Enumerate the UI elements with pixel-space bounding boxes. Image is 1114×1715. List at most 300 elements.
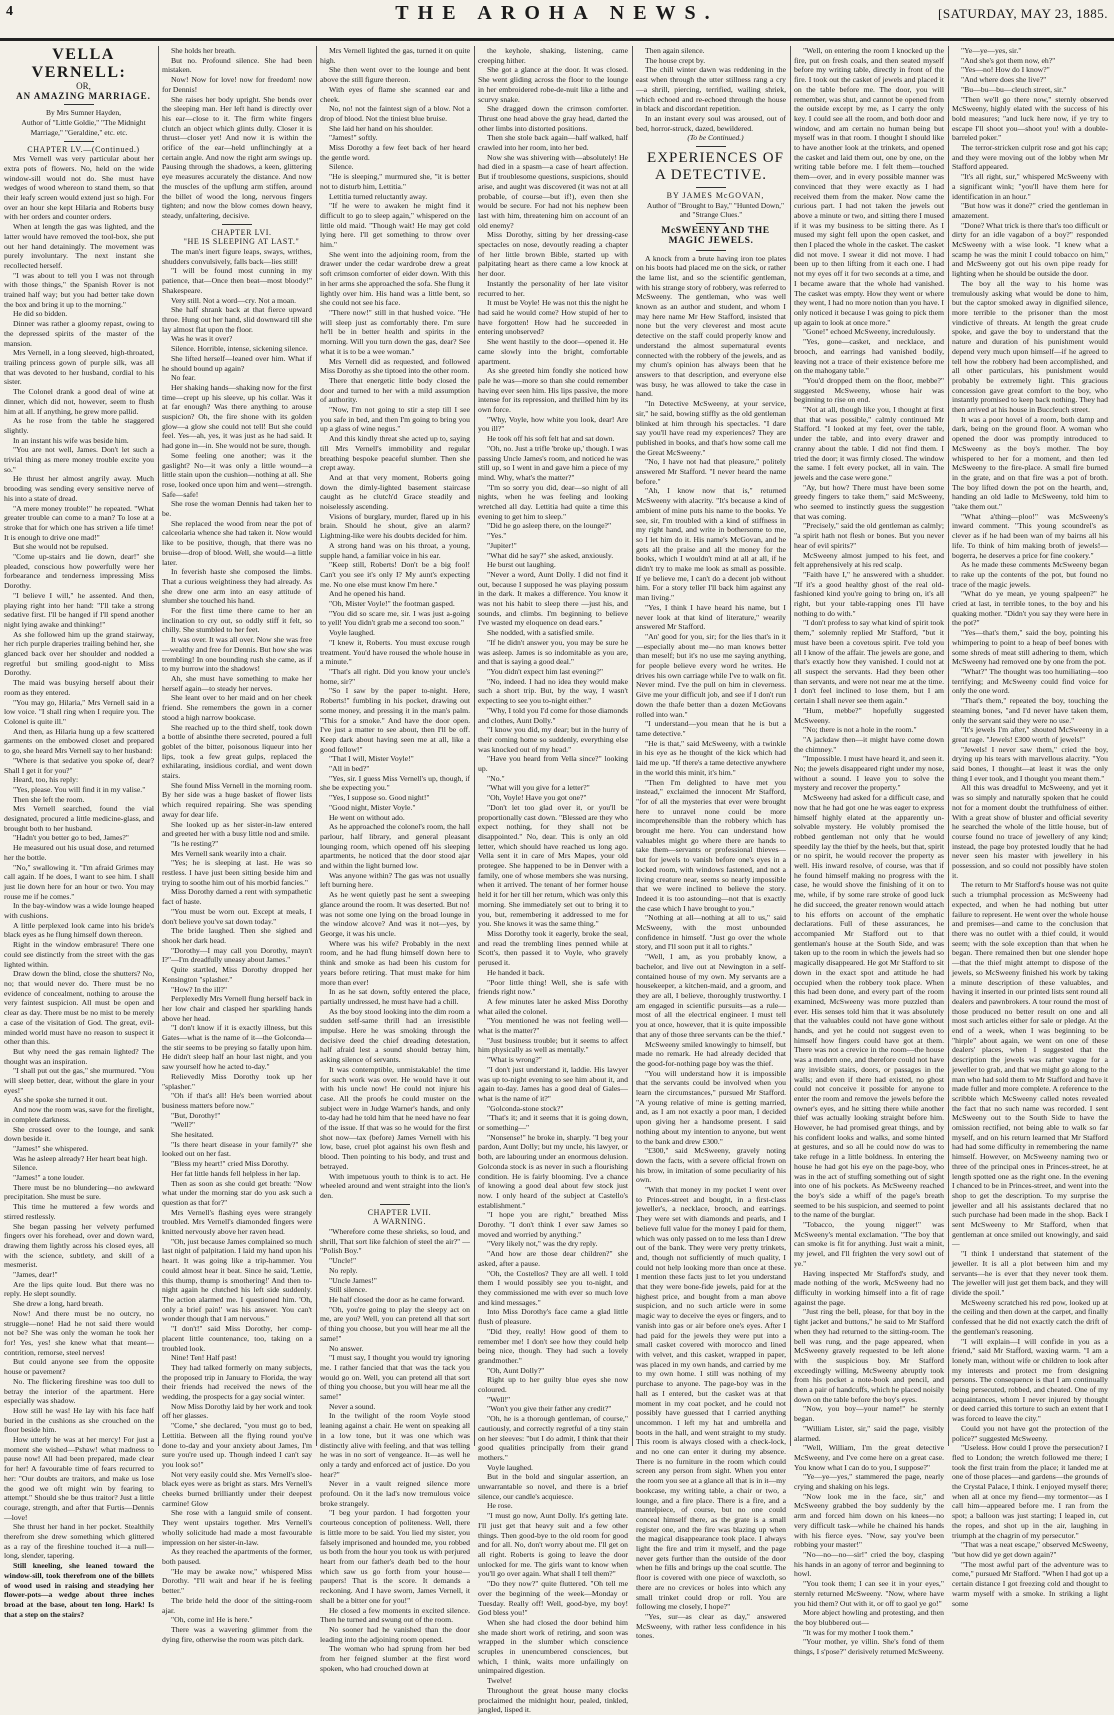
paragraph: McSweeny almost jumped to his feet, and felt apprehensively at his red scalp. [794, 550, 944, 570]
paragraph: "Well!" [487, 1394, 511, 1404]
paragraph: "You may go, Hilaria," Mrs Vernell said in a low voice. "I shall ring when I require you. The Colonel is quite ill." [4, 697, 154, 726]
paragraph: "William Lister, sir," said the page, visibly alarmed. [794, 1423, 944, 1443]
paragraph: "Now look me in the face, sir," and McSweeny grabbed the boy suddenly by the arm and forced him down on his knees—no very difficult task—while he chained his hands with his fierce eyes. "Now, say you've been robbing your master!" [794, 1491, 944, 1550]
story-author-credits: Author of "Brought to Bay," "Hunted Down," and "Strange Clues." [646, 200, 785, 220]
paragraph: The terror-stricken culprit rose and got his cap; and they were moving out of the lobby when Mr Stafford appeared. [952, 143, 1108, 172]
paragraph: Heard, too, his reply: [13, 775, 79, 785]
paragraph: He rose. [487, 1501, 513, 1511]
paragraph: No reply. [329, 1265, 358, 1275]
paragraph: In an instant his wife was beside him. [13, 435, 129, 445]
paragraph: "I don't just understand it, laddie. His lawyer was up to-night evening to see him about it, and again to-day. James has a good deal of Gales—what is the name of it?" [478, 1064, 628, 1103]
paragraph: Draw down the blind, close the shutters? No, no; that would never do. There must be no evidence of concealment, nothing to arouse the very faintest suspicion. All must be open and clear as day. There must be no mist to be merely a case of the visitation of God. The great, evil-minded world must have no reason to suspect it other than this. [4, 969, 154, 1047]
paragraph: Where was his wife? Probably in the next room, and he had flung himself down here to think and smoke as had been his custom for years before retiring. That must make for him more than ever! [320, 938, 470, 987]
paragraph: "He is sleeping," murmured she, "it is better not to disturb him, Lettitia." [320, 172, 470, 191]
paragraph: "The most awful part of the adventure was to come," pursued Mr Stafford. "When I had got up a certain distance I got freezing cold and thought to warm myself with a smoke. In striking a light some [952, 1559, 1108, 1608]
paragraph: "Won't you give their father any credit?" [487, 1404, 612, 1414]
paragraph: Mrs Vernell, in a long sleeved, high-throated, trailing princess gown of purple silk, was all that was devoted to her husband, cordial to his sister. [4, 348, 154, 387]
paragraph: "I must go now, Aunt Dolly. It's getting late. I'll just get that heavy suit and a few other things. Then good-bye to the old room for good and for all. No, don't worry about me. I'll get on all right. Roberts is going to leave the door unlocked for me. The girls want to know when you'll go over again. What shall I tell them?" [478, 1511, 628, 1579]
paragraph: "Yes, I suppose so. Good night!" [329, 793, 430, 803]
paragraph: "Ye—ye—yes," stammered the page, nearly crying and shaking on his legs. [794, 1472, 944, 1492]
story-author-credits: Author of "Little Goldie," "The Midnight Marriage," "Geraldine," etc. etc. [21, 118, 146, 137]
paragraph: When she had closed the door behind him she made short work of retiring, and soon was wrapped in the slumber which conscience scruples in unencumbered consciences, but which, I think, waits more unfailingly on unimpaired digestion. [478, 1617, 628, 1676]
paragraph: "Useless. How could I prove the persecution? I fled to London; the wretch followed me there; I took the first train from the place; it landed me at one of those places—and gardens—the grounds of the Crystal Palace, I think. I enjoyed myself there; when all at once my fiend—my tormentor—as I call him—appeared before me. I ran from the spot; a balloon was just starting; I leaped in, cut the ropes, and shot up in the air, laughing in triumph at the chagrin of my persecutor." [952, 1443, 1108, 1540]
paragraph: Never a sound. [329, 1401, 376, 1411]
paragraph: "I beg your pardon. I had forgotten your courteous conception of politeness. Well, there is little more to be said. You lied my sister, you falsely imprisoned and hounded me, you robbed us both from the hour you took us with perjured heart from our father's death bed to the hour which saw us go forth from your house—paupers! That is the score. It demands a reckoning. And I have sworn, James Vernell, it shall be a bitter one for you!" [320, 1508, 470, 1605]
paragraph: "Oh, just because James complained so much last night of palpitation. I laid my hand upon his heart. It was going like a trip-hammer. You could almost hear it beat. Since he said, 'Lettie, this thump, thump is smothering!' And then to-night again he clutched his left side suddenly. The action alarmed me. I questioned him. 'Oh, only a brief pain!' was his answer. You can't wonder though that I am nervous." [162, 1236, 312, 1324]
paragraph: "Bu—bu—bu—cleuch street, sir." [961, 84, 1067, 94]
paragraph: "You'd dropped them on the floor, mebbe?" suggested McSweeny, whose hair was beginning to rise on end. [794, 375, 944, 405]
paragraph: Dinner was rather a gloomy repast, owing to the depressed spirits of the master of the mansion. [4, 319, 154, 348]
column-4 [478, 46, 628, 1715]
paragraph: In the twilight of the room Voyle stood leaning against a chair. He went on speaking all in a low tone, but it was one which was distinctly alive with feeling, and that was telling he was in no sort of vengeance. It—as well he only a tardy and enforced act of justice. Do you hear?" [320, 1411, 470, 1479]
paragraph: "In Detective McSweeny, at your service, sir," he said, bowing stiffly as the old gentleman blinked at him through his spectacles. "I dare say you'll have read my experiences? They are published in books, and that's how some call me the Great McSweeny." [636, 399, 786, 457]
short-rule [222, 224, 252, 225]
paragraph: No fear. [171, 373, 196, 383]
paragraph: "Jewels! I never saw them," cried the boy, drying up his tears with marvellous alacrity. "You said bones, I thought—at least it was the only thing I ever took, and I thought you meant them." [952, 744, 1108, 783]
paragraph: McSweeny scratched his red pow, looked up at the ceiling and then down at the carpet, and finally confessed that he did not exactly catch the drift of the gentleman's reasoning. [952, 1297, 1108, 1336]
paragraph: She dragged down the crimson comforter. Thrust one head above the gray head, darted the other limbs into distorted positions. [478, 104, 628, 133]
paragraph: "Oh, Mister Voyle!" the footman gasped. [329, 599, 455, 609]
paragraph: She lifted herself—leaned over him. What if he should bound up again? [162, 353, 312, 373]
paragraph: "Yes; he is sleeping at last. He was so restless. I have just been sitting beside him and trying to soothe him out of his morbid fancies." [162, 858, 312, 887]
paragraph: Lettitia turned reluctantly away. [329, 191, 428, 201]
paragraph: "£300," said McSweeny, gravely noting down the facts, with a severe official frown on his brow, in imitation of some peculiarity of his own. [636, 1146, 786, 1185]
paragraph: Still kneeling, she leaned toward the window-sill, took therefrom one of the billets of wood used in raising and steadying her flower-pots—a wedge about three inches broad at the base, about ten long. Hark! Is that a step on the stairs? [4, 1561, 154, 1619]
paragraph: "Then I'm delighted to have met you instead," exclaimed the innocent Mr Stafford, "for of all the mysteries that ever were brought here to unravel none could be more incomprehensible than the robbery which has brought me here. You can understand how valuables might go where there are hands to take them—servants or professional thieves—but for jewels to vanish before one's eyes in a locked room, with windows fastened, and not a living creature near, seems so nearly impossible that we were inclined to believe the story. Indeed it is too astounding—not that is exactly the case which I have brought to you." [636, 777, 786, 913]
paragraph: It was a poor hovel of a room, both damp and dark, being on the ground floor. A woman who opened the door was promptly introduced to McSweeny as the boy's mother. The boy whispered to her for a moment, and then led McSweeny to the fire-place. A small fire burned in the grate, and on that fire was a pot of broth. The boy lifted down the pot on the hearth, and, handing an old ladle to McSweeny, told him to "take them out." [952, 414, 1108, 512]
paragraph: She went into the adjoining room, from the drawer under the cedar wardrobe drew a great soft crimson comforter of eider down. With this in her arms she approached the sofa. She flung it lightly over him. His hand was a little bent, so she could not see his face. [320, 249, 470, 308]
column-2 [162, 46, 312, 1644]
paragraph: "What did he say?" she asked, anxiously. [487, 550, 614, 560]
paragraph: "It's jewels I'm after," shouted McSweeny in a great rage. "Jewels! £300 worth of jewels!" [952, 725, 1108, 744]
paragraph: She looked up as her sister-in-law entered and greeted her with a busy little nod and smile. [162, 819, 312, 839]
paragraph: He half closed the door as he came forward. [329, 1295, 465, 1304]
paragraph: "I believe I will," he assented. And then, playing right into her hand: "I'll take a strong sedative first. I'll be hanged if I'll spend another night lying awake and thinking!" [4, 590, 154, 629]
paragraph: "I don't know if it is exactly illness, but this Gates—what is the name of it—the Golconda—the stir seems to be preying so fatally upon him. He didn't sleep half an hour last night, and you saw yourself how he acted to-day." [162, 1023, 312, 1072]
paragraph: In feverish haste she composed the limbs. That a curious weightiness they had already. As she drew one arm into an easy attitude of slumber she touched his hand. [162, 567, 312, 606]
paragraph: How still he was! He lay with his face half buried in the cushions as she crouched on the floor beside him. [4, 1405, 154, 1435]
paragraph: "You didn't expect him last evening?" [487, 667, 603, 676]
paragraph: "Uncle James!" [329, 1275, 377, 1285]
paragraph: Then again silence. [645, 46, 705, 55]
paragraph: And at that very moment, Roberts going down the dimly-lighted basement staircase caught as he clutch'd Grace steadily and noiselessly ascending. [320, 472, 470, 512]
paragraph: She thrust her hand in her pocket. Stealthily therefrom she drew something which glittered as a ray of the fireshine touched it—a null—long, slender, tapering. [4, 1522, 154, 1561]
paragraph: "Well, I am, as you probably know, a bachelor, and live out at Newington in a self-contained house of my own. My servants are a housekeeper, a kitchen-maid, and a groom, and they are all, I believe, thoroughly trustworthy. I am engaged in scientific pursuits—as a rule—most of all the electrical engineer. I must tell you at once, however, that it is quite impossible that any of those three servants can be the thief." [636, 952, 786, 1039]
paragraph: For the first time there came to her an inclination to cry out, so oddly stiff it felt, so chilly. She stumbled to her feet. [162, 606, 312, 635]
column-6 [794, 46, 944, 1657]
paragraph: The bride laughed. Then she sighed and shook her dark head. [162, 926, 312, 945]
short-rule [64, 104, 94, 105]
paragraph: But could anyone see from the opposite house or pavement? [4, 1357, 154, 1377]
story-subtitle: McSWEENY AND THE MAGIC JEWELS. [661, 226, 770, 246]
paragraph: Now Miss Dorothy laid by her work and took off her glasses. [162, 1401, 312, 1421]
paragraph: It was over. It was all over. Now she was free—wealthy and free for Dennis. But how she was trembling! In one bounding rush she came, as if to my burrow into the shadows! [162, 635, 312, 674]
paragraph: "Yes." [487, 531, 507, 541]
paragraph: She nodded, with a satisfied smile. [487, 628, 594, 638]
paragraph: As she greeted him fondly she noticed how pale he was—more so than she could remember having ever seen him. His lips passive, the more intense for its repression, and thrilled him by its own force. [478, 366, 628, 415]
paragraph: She half shrank back at that fierce upward throe. Hung out her hand, slid downward till she lay almost flat upon the floor. [162, 305, 312, 334]
paragraph: No answer. [329, 1343, 364, 1353]
paragraph: "Precisely," said the old gentleman as calmly; "a spirit hath not flesh or bones. But you never hear of evil spirits?" [794, 521, 944, 550]
paragraph: Mrs Vernell did as requested, and followed Miss Dorothy as she tiptoed into the other room. [320, 356, 470, 376]
paragraph: "Well, William, I'm the great detective McSweeny, and I've come here on a great case. You know what I can do to you, I suppose?" [794, 1443, 944, 1472]
short-rule [696, 223, 726, 224]
paragraph: "Done? What trick is there that's too difficult or dirty for an idle vagabon of a boy?" responded McSweeny with a wise look. "I knew what a scamp he was the minit I could tobacco on him," and McSweeny got out his own pipe ready for lighting when he should be outside the door. [952, 220, 1108, 279]
paragraph: "Tobacco, the young nigger!" was McSweeny's mental exclamation. "The boy that can smoke is fit for anything. Just wait a minit, my jewel, and I'll frighten the very sowl out of ye." [794, 1220, 944, 1268]
paragraph: Miss Dorothy a few feet back of her heard the gentle word. [320, 143, 470, 162]
paragraph: "Well, on entering the room I knocked up the fire, put on fresh coals, and then seated myself before my writing table, directly in front of the fire. I took out the casket of jewels and placed it on the table before me. The door, you will remember, was shut, and cannot be opened from the outside except by me, as I carry the only key. I could see all the room, and both door and window, and am certain no human being but myself was in that room. I thought I should like to have another look at the trinkets, and opened the casket and laid them out, one by one, on the writing table before me. I felt them—touched them—over, and in every possible manner was convinced that they were exactly as I had received them from the maker. Now came the curious part. I had not taken the jewels out above a minute or two, and sitting there I mused if it was my business to be sitting there. As I mused my sight fell upon the open casket, and then I placed the whole in the casket. The casket did not move. I swear it did not move. I had been up to then lifting from it each one. I had not my eyes off it for two seconds at a time, and I became aware that the whole had vanished. The casket was empty. How they went or where they went, I had no more notion than you have. I only noticed it because I was going to pick them up again to look at once more." [794, 46, 944, 327]
paragraph: A strong hand was on his throat, a young, supple hand, a familiar voice in his ear. [320, 540, 470, 560]
paragraph: There must be no blundering—no awkward precipitation. She must be sure. [4, 1182, 154, 1202]
paragraph: No. The flickering fireshine was too dull to betray the interior of the apartment. Here especially was shadow. [4, 1376, 154, 1406]
paragraph: "With that money in my pocket I went over to Princes-street and bought, in a first-class jeweller's, a necklace, brooch, and earrings. They were set with diamonds and pearls, and I believe full value for the money I paid for them, which was only passed on to me less than I drew out of the bank. They were very pretty trinkets, and, though not sufficiently of much quality, I could not help looking more than once at these. I mention these facts just to let you understand that they were bone-fide jewels, paid for at the highest price, and bought from a man above suspicion, and no such article were in some magic way to deceive the eyes or fingers, and to vanish into gas or air before one's eyes. After I had paid for the jewels they were put into a small casket covered with morocco and lined with velvet, and this casket, wrapped in paper, was placed in my own hands, and carried by me to my own home. I still was nothing of my purchase to anyone. The page-boy was in the hall as I entered, but the casket was at that moment in my coat pocket, and he could not possibly have guessed that I carried anything uncommon. I left my hat and umbrella and boots in the hall, and went straight to my study. This room is always closed with a check-lock, and no one can enter it during my absence. There is no furniture in the room which could screen any person from sight. When you enter the room you see at a glance all that is in it—my bookcase, my writing table, a chair or two, a lounge, and a fire place. There is a fire, and a mantelpiece, of course, but no one could conceal himself there, as the grate is a small register one, and the fire was blazing up when the magical disappearance took place. I always light the fire and trim it myself, and the page never gets further than the outside of the door when he fills and brings up the coal scuttle. The floor is covered with one piece of waxcloth, so there are no crevices or holes into which any small trinket could drop or roll. You are following me closely, I hope?" [636, 1185, 786, 1612]
short-rule [696, 250, 726, 251]
paragraph: "Very likely not," was the dry reply. [487, 1239, 598, 1249]
paragraph: She rose with a languid smile of consent. They went upstairs together. Mrs Vernell's wholly solicitude had made a most favourable impression on her sister-in-law. [162, 1508, 312, 1547]
paragraph: Mrs Vernell was very particular about her extra pots of flowers. No, held on the wide window-sill would not do. She must have wedges of wood whereon to stand them, so that their leafy screen would extend just so high. For over an hour she kept Hilaria and Roberts busy with her orders and counter orders. [4, 154, 154, 222]
paragraph: "Dorothy—I may call you Dorothy, mayn't I?"—I'm dreadfully uneasy about James." [162, 945, 312, 965]
paragraph: There that energetic little body closed the door and turned to her with a mild assumption of authority. [320, 375, 470, 405]
paragraph: "Don't let too glad over it, or you'll be proportionally cast down. "Blessed are they who expect nothing, for they shall not be disappointed." No, dear. This is only an old letter, which should have reached us long ago. Vella sent it in care of Mrs Mapes, your old protegee. She happened to be in Denver with a family, one of whose members she was nursing, when it arrived. The tenant of her former house held it for her till her return, which was only this morning. She immediately set out to bring it to you, but, remembering it addressed to me for you. She knows it was the same thing." [478, 802, 628, 929]
paragraph: "Oh, Aunt Dolly?" [487, 1365, 545, 1375]
paragraph: Was he asleep already? Her heart beat high. [13, 1153, 148, 1163]
paragraph: The woman who had sprung from her bed from her feigned slumber at the first word spoken, who had crouched down at [320, 1644, 470, 1673]
paragraph: A few minutes later he asked Miss Dorothy what ailed the colonel. [478, 996, 628, 1016]
paragraph: She leant over to her maid and on her cheek friend. She remembers the gown in a corner stood a high narrow bookcase. [162, 693, 312, 722]
paragraph: "Well?" [171, 1120, 196, 1130]
paragraph: "I hope you are right," breathed Miss Dorothy. "I don't think I ever saw James so moved and worried by anything." [478, 1210, 628, 1239]
paragraph: Then as soon as she could get breath: "Now what under the morning star do you ask such a question as that for?" [162, 1178, 312, 1207]
paragraph: "An' good for you, sir; for the lies that's in it—especially about me—no man knows better than meself; but it's no use me saying anything, for people believe every word he writes. He drives his own carriage while I've to walk on fit. Never mind. I've the pull on him in cleverness. Give me your difficult job, and see if I don't run down the thafe better than a dozen McGovans rolled into wan." [636, 631, 786, 719]
paragraph: "I don't profess to say what kind of spirit took them," solemnly replied Mr Stafford, "but it must have been a covetous spirit. I've told you all I know of the affair. The jewels are gone, and that's exactly how they vanished. I could not at all suspect the servants. Had they been other than servants, and were not near me at the time. I don't feel inclined to lose them, but I am certain I shall never see them again." [794, 618, 944, 706]
paragraph: "What a'thing—ploo!" was McSweeny's inward comment. "This young scoundrel's as clever as if he had been wan of my bairns all his life. To think of him making broth of jewels!—bogerra, he deserves a price for fine cookery." [952, 511, 1108, 560]
paragraph: "What do ye mean, ye young spalpeen?" he cried at last, in terrible tones, to the boy and his quaking mother. "Didn't you say they were here in the pot?" [952, 589, 1108, 628]
paragraph: Now she was shivering with—absolutely! He had died in a spasm—a case of heart affection. But if troublesome questions, suspicions, should arise, and aught was discovered (it was not at all probable, of course—but if!), even then she would be secure. For had not his nephew been last with him, threatening him on account of an old enemy? [478, 152, 628, 230]
paragraph: "And where does she live?" [961, 75, 1047, 85]
paragraph: Right up to her guilty blue eyes she now coloured. [478, 1375, 628, 1395]
paragraph: Was anyone within? The gas was not usually left burning here. [320, 870, 470, 890]
masthead-rule [0, 40, 1114, 41]
paragraph: "Oh if that's all! He's been worried about business matters before now." [162, 1091, 312, 1110]
newspaper-title: THE AROHA NEWS. [395, 2, 719, 24]
paragraph: "Golconda-stone stock?" [487, 1103, 564, 1113]
paragraph: "I don't!" said Miss Dorothy, her comp-placent little countenance, too, taking on a troubled look. [162, 1324, 312, 1353]
paragraph: Mrs Vernell lighted the gas, turned it on quite high. [320, 46, 470, 65]
paragraph: The house crept by. [645, 55, 706, 65]
paragraph: Throughout the great house many clocks proclaimed the midnight hour, pealed, tinkled, jangled, lisped it. [478, 1685, 628, 1715]
paragraph: Perplexedly Mrs Vernell flung herself back in her low chair and clasped her sparkling hands above her head. [162, 994, 312, 1023]
paragraph: "Gone!" echoed McSweeny, incredulously. [803, 327, 936, 337]
masthead [0, 0, 1114, 40]
paragraph: "I was about to tell you I was not through with those things," the Spanish Rover is not trained half way; but you had better take down the box and bring it up to the morning." [4, 270, 154, 309]
paragraph: He did so bidden. [13, 309, 68, 319]
paragraph: "I think I understand that statement of the jeweller. It is all a plot between him and my servants—he is ever that they never took them. The jeweller will just get them back, and they will divide the spoil." [952, 1249, 1108, 1297]
paragraph: As he rose from the table he staggered slightly. [4, 416, 154, 435]
paragraph: How utterly he was at her mercy! For just a moment she wished—Pshaw! what madness to pause now! All had been prepared, made clear for her! A favourable time of fears recurred to her: "Our doubts are traitors, and make us lose the good we oft might win by fearing to attempt." Should she be thus traitor? Just a little courage, strength, and after that Furtis—Dennis—love! [4, 1435, 154, 1522]
paragraph: "Where is that sedative you spoke of, dear? Shall I get it for you?" [4, 755, 154, 775]
paragraph: "And how are those dear children?" she asked, after a pause. [478, 1249, 628, 1268]
paragraph: "Did he go asleep there, on the lounge?" [487, 521, 612, 531]
column-rule [948, 46, 949, 1446]
paragraph: "Good night, Mister Voyle." [329, 802, 416, 812]
paragraph: "No—no—no—sir!" cried the boy, clasping his hands in an agony of terror and beginning to howl. [794, 1549, 944, 1579]
paragraph: "Is there heart disease in your family?" she looked out on her fast. [162, 1139, 312, 1159]
paragraph: And he opened his hand. [329, 589, 406, 599]
paragraph: the keyhole, shaking, listening, came creeping hither. [478, 46, 628, 65]
paragraph: "Now, I'm not going to stir a step till I see you safe in bed, and then I'm going to bring you up a glass of wine negus." [320, 405, 470, 434]
paragraph: Then she left the room. [13, 794, 85, 804]
paragraph: "No." [487, 773, 505, 783]
paragraph: "Just business trouble; but it seems to affect him physically as well as mentally." [478, 1035, 628, 1055]
paragraph: As she spoke she turned it out. [13, 1095, 108, 1105]
story-subtitle: AN AMAZING MARRIAGE. [16, 90, 151, 101]
paragraph: "Just ring the bell, please, for that boy in the tight jacket and buttons," he said to Mr Stafford when they had returned to the sitting-room. The bell was rung, and the page appeared, when McSweeny gravely requested to be left alone with the suspicious boy. Mr Stafford exceedingly willing, McSweeny abruptly took from his pocket a note-book and pencil, and then a pair of handcuffs, which he placed noisily down on the table before the boy's eyes. [794, 1307, 944, 1404]
paragraph: "You will understand how it is impossible that the servants could be involved when you learn the circumstances," pursued Mr Stafford. "A young relative of mine is getting married, and, as I am not exactly a poor man, I decided upon giving her a handsome present. I said nothing about my intention to anyone, but went to the bank and drew £300." [636, 1068, 786, 1146]
paragraph: But why need the gas remain lighted? The thought was an inspiration. [4, 1046, 154, 1066]
paragraph: Twelve! [487, 1676, 513, 1686]
paragraph: "But how was it done?" cried the gentleman in amazement. [952, 201, 1108, 220]
paragraph: "I know you did, my dear; but in the hurry of their coming home so suddenly, everything else was knocked out of my head." [478, 725, 628, 754]
paragraph: "Keep still, Roberts! Don't be a big fool! Can't you see it's only I? My aunt's expecting me. No one else must know I'm here." [320, 560, 470, 589]
paragraph: Miss Dorothy took it eagerly, broke the seal, and read the trembling lines penned while at Scott's, then passed it to Voyle, who gravely perused it. [478, 928, 628, 968]
column-5 [636, 46, 786, 1641]
paragraph: Now! And there must be no outcry, no struggle—none! Had he not said there would not be? She was only the woman he took her for! Yes, yes! she knew what that meant—contrition, remorse, steel nerves! [4, 1308, 154, 1357]
paragraph: "What?" The thought was too humiliating—too terrifying; and McSweeny could find voice for only the one word. [952, 667, 1108, 696]
paragraph: And then, as Hilaria hung up a few scattered garments on the embowed closet and prepared to go, she heard Mrs Vernell say to her husband: [4, 726, 154, 756]
paragraph: Still silence. [329, 1285, 368, 1295]
paragraph: Miss Dorothy darned a rent with sympathetic fact of haste. [162, 887, 312, 907]
paragraph: In as he sat down, softly entered the place, partially undressed, he must have had a chill. [320, 987, 470, 1006]
paragraph: "A mere money trouble!" he repeated. "What greater trouble can come to a man? To lose at a stroke that for which one has striven a life time! It is enough to drive one mad!" [4, 503, 154, 542]
paragraph: With eyes of flame she scanned ear and cheek. [320, 84, 470, 104]
paragraph: "Faith have I," he answered with a shudder. "If it's a good healthy ghost of the real old-fashioned kind you're going to bring on, it's all right, but your table-rapping ones I'll have nothing to do with." [794, 569, 944, 618]
paragraph: He burst out laughing. [487, 560, 556, 570]
paragraph: "Oh, Voyle! Have you got one?" [487, 793, 587, 803]
paragraph: "Come up-stairs and lie down, dear!" she pleaded, conscious how powerfully were her forbearance and tenderness impressing Miss Dorothy. [4, 552, 154, 591]
paragraph: In an instant every soul was aroused, out of bed, horror-struck, dazed, bewildered. [636, 113, 786, 133]
paragraph: "Why, Voyle, how white you look, dear! Are you ill?" [478, 414, 628, 434]
paragraph: "You are not well, James. Don't let such a trivial thing as mere money trouble excite you so." [4, 445, 154, 474]
paragraph: Now! Now for love! now for freedom! now for Dennis! [162, 75, 312, 94]
paragraph: "Yes, please. You will find it in my valise." [13, 784, 146, 794]
paragraph: But she would not be repulsed. [13, 542, 109, 552]
paragraph: "If he didn't answer you, you may be sure he was asleep. James is so indomitable as you are, and that is saying a good deal." [478, 637, 628, 667]
paragraph: "So I saw by the paper to-night. Here, Roberts!" fumbling in his pocket, drawing out some money, and pressing it in the man's palm. "This for a smoke." And have the door open. I've just a matter to see about, then I'll be off. Keep dark about having seen me at all, like a good fellow!" [320, 686, 470, 754]
paragraph: "He is that," said McSweeny, with a twinkle in his eye as he thought of the kick which had laid me up. "If there's a tame detective anywhere in the world this minit, it's him." [636, 738, 786, 777]
paragraph: "Why, I told you I'd come for those diamonds and clothes, Aunt Dolly." [478, 705, 628, 725]
paragraph: She holds her breath. [171, 46, 236, 55]
paragraph: Silence. Horrible, intense, sickening silence. [171, 344, 308, 354]
paragraph: With impetuous youth to think is to act. He wheeled around and went straight into the lion's den. [320, 1171, 470, 1200]
paragraph: "All in bed?" [329, 764, 370, 774]
paragraph: "James!" softly. [329, 133, 378, 143]
chapter-heading: CHAPTER LV.—(Continued.) [27, 144, 140, 154]
paragraph: She raises her body upright. She bends over the sleeping man. Her left hand is directly over his ear—close to it. The firm white fingers clutch an object which glints dully. Closer it is thrust—closer yet! And now it is within the orifice of the ear—held unflinchingly at a certain angle. And now the right arm swings up. Pausing through the shadows, a keen, glittering eye measures accurately the distance. And now the muscles of the upflung arm stiffen, around the billet of wood the long, nervous fingers tighten; and now the blow comes down heavy, steady, unfaltering, decisive. [162, 94, 312, 220]
paragraph: "Yes—that's them," said the boy, pointing his whimpering to point to a heap of beef bones with some shreds of meat still adhering to them, which McSweeny had removed one by one from the pot. [952, 628, 1108, 667]
paragraph: He measured out his usual dose, and returned her the bottle. [4, 843, 154, 862]
paragraph: As she followed him up the grand stairway, her rich purple draperies trailing behind her, she glanced back over her shoulder and nodded a regretful but smiling good-night to Miss Dorothy. [4, 629, 154, 678]
paragraph: She rose the woman Dennis had taken her to be. [162, 499, 312, 519]
paragraph: They had talked formerly on many subjects, the proposed trip in January to Florida, the way their friends had received the news of the wedding, the prospects for a gay social winter. [162, 1362, 312, 1402]
paragraph: "Yes—no! How do I know?" [961, 65, 1050, 75]
paragraph: A knock from a brute having iron toe plates on his boots had placed me on the sick, or rather the lame list, and so the scientific gentleman, with his strange story of robbery, was referred to McSweeny. The gentleman, who was well known as an author and student, and whom I may here name Mr Hew Stafford, insisted that none but the very cleverest and most acute detective on the staff could properly know and understand the almost supernatural events connected with the robbery of the jewels, and as my chum's opinion has always been that he answers to that description, and everyone else was busy, he was allowed to take the case in hand. [636, 253, 786, 399]
paragraph: She began passing her velvety perfumed fingers over his forehead, over and down ward, drawing them lightly across his closed eyes, all with the science, subtlety, and skill of a mesmerist. [4, 1221, 154, 1270]
paragraph: He went on without ado. [329, 812, 405, 822]
column-rule [790, 46, 791, 1446]
paragraph: "Oh, come in! He is here." [171, 1615, 253, 1625]
paragraph: "Oh, you're going to play the sleepy act on me, are you? Well, you can pretend all that sort of thing you choose, but you will hear me all the same!" [320, 1304, 470, 1343]
paragraph: "I must say, I thought you would try ignoring me. I rather fancied that that was the tack you would go on. Well, you can pretend all that sort of thing you choose, but you will hear me all the same!" [320, 1353, 470, 1402]
paragraph: "Oh, no. Just a trifle 'broke up,' though. I was passing Uncle James's room, and noticed he was still up, so I went in and gave him a piece of my mind. Why, what's the matter?" [478, 443, 628, 482]
paragraph: "Your mother, ye villin. She's fond of them things, I s'pose?" derisively returned McSweeny. [794, 1637, 944, 1657]
paragraph: Miss Dorothy, sitting by her dressing-case spectacles on nose, devoutly reading a chapter of her little brown Bible, started up with palpitating heart as there came a low knock at her door. [478, 230, 628, 279]
paragraph: Are the lips quite loud. But there was no reply. He slept soundly. [4, 1279, 154, 1299]
chapter-heading: CHAPTER LVII. [367, 1207, 432, 1217]
paragraph: The maid was busying herself about their room as they entered. [4, 678, 154, 697]
paragraph: Silence. [13, 1163, 38, 1173]
paragraph: She crossed over to the lounge, and sank down beside it. [4, 1124, 154, 1144]
paragraph: "You took them; I can see it in your eyes," sternly returned McSweeny. "Now, where have you hid them? Out with it, or off to gaol ye go!" [794, 1579, 944, 1608]
paragraph: She laid her hand on his shoulder. [329, 123, 433, 133]
paragraph: "But, Dorothy!" [171, 1110, 221, 1120]
paragraph: "That was a neat escape," observed McSweeny, "but how did ye get down again?" [952, 1540, 1108, 1559]
paragraph: Never in a vault reigned silence more profound. On it the lad's now tremulous voice broke strangely. [320, 1479, 470, 1508]
paragraph: Some feeling one another; was it the gaslight? No—it was only a little wound—a little stain upon the cushion—nothing at all. She rose, looked once upon him and went—strength. Safe—safe! [162, 450, 312, 499]
paragraph: And this kindly threat she acted up to, saying till Mrs Vernell's immobility and regular breathing bespoke peaceful slumber. Then she crept away. [320, 434, 470, 473]
paragraph: "Have you heard from Vella since?" looking up. [478, 754, 628, 774]
paragraph: "There now!" still in that hushed voice. "He will sleep just as comfortably there. I'm sure he'll be in better health and spirits in the morning. Will you turn down the gas, dear? See what it is to be a wee woman." [320, 307, 470, 356]
paragraph: She hesitated. [171, 1130, 214, 1140]
paragraph: Mrs Vernell's flashing eyes were strangely troubled. Mrs Vernell's diamonded fingers were knitted nervously above her raven head. [162, 1207, 312, 1237]
paragraph: "Ay, but how? There must have been some greedy fingers to take them," said McSweeny, who seemed to instinctly guess the suggestion that was coming. [794, 482, 944, 521]
column-3 [320, 46, 470, 1673]
paragraph: And now the room was, save for the firelight, in complete darkness. [4, 1105, 154, 1124]
newspaper-columns [4, 46, 1110, 1715]
paragraph: "That's them," repeated the boy, touching the steaming bones, "and I'd never have taken them, only the servant said they were no use." [952, 696, 1108, 725]
paragraph: "It was for my mother I took them." [803, 1627, 914, 1637]
paragraph: "A jackdaw then—it might have come down the chimney." [794, 734, 944, 754]
paragraph: "No, indeed. I had no idea they would make such a short trip. But, by the way, I wasn't expecting to see you to-night either." [478, 676, 628, 706]
paragraph: But no. Profound silence. She had been mistaken. [162, 55, 312, 75]
paragraph: "Hadn't you better go to bed, James?" [13, 833, 129, 843]
paragraph: "Yes, I think I have heard his name, but I never look at that kind of literature," wearily answered Mr Stafford. [636, 602, 786, 632]
paragraph: "Come," she declared, "you must go to bed, Lettitia. Between all the flying round you've done to-day and your anxiety about James, I'm sure you're used up. Though indeed I can't say you look so!" [162, 1421, 312, 1469]
paragraph: "No," swallowing it. "I'm afraid Grimes may call again. If he does, I want to see him. I shall just lie down here for an hour or two. You may rouse me if he comes." [4, 862, 154, 901]
paragraph: Into Miss Dorothy's face came a glad little flush of pleasure. [478, 1307, 628, 1327]
paragraph: "Yes, gone—casket, and necklace, and brooch, and earrings had vanished bodily, leaving not a trace of their existence before me on the mahogany table." [794, 337, 944, 376]
paragraph: "That's it; and it seems that it is going down, or something—" [478, 1113, 628, 1133]
story-title: EXPERIENCES OF A DETECTIVE. [647, 150, 784, 184]
paragraph: "What is wrong?" [487, 1055, 542, 1065]
paragraph: "No; there is not a hole in the room." [803, 725, 917, 735]
paragraph: "James, dear!" [13, 1270, 58, 1280]
paragraph: Relievedly Miss Dorothy took up her "splasher." [162, 1071, 312, 1091]
story-title-or: OR, [76, 81, 91, 91]
column-rule [316, 46, 317, 1446]
paragraph: "I knew it, Roberts. You must excuse rough treatment. You'd have roused the whole house in a minute." [320, 637, 470, 667]
short-rule [696, 187, 726, 188]
paragraph: He handed it back. [487, 967, 545, 977]
paragraph: Voyle laughed. [329, 628, 375, 638]
paragraph: "Is he resting?" [171, 838, 219, 848]
paragraph: He took off his soft felt hat and sat down. [487, 434, 615, 444]
paragraph: She found Miss Vernell in the morning room. By her side was a huge basket of flower lists which required repairing. She was spending away for dear life. [162, 780, 312, 819]
paragraph: As they reached the apartments of the former, both paused. [162, 1547, 312, 1566]
issue-date: [SATURDAY, MAY 23, 1885. [938, 6, 1108, 21]
paragraph: "I shall put out the gas," she murmured. "You will sleep better, dear, without the glare in your eyes!" [4, 1066, 154, 1095]
paragraph: "Wherefore come these shrieks, so loud, and shrill, That sort like falchion of steel the air?" — "Polish Boy." [320, 1227, 470, 1256]
paragraph: She got a glance at the door. It was closed. She went gliding across the floor to the lounge in her embroidered robe-de-nuit like a lithe and scurvy snake. [478, 65, 628, 104]
paragraph: "If he were to awaken he might find it difficult to go to sleep again," whispered on the little old maid. "Though wait! He may get cold lying here. I'll get something to throw over him." [320, 201, 470, 250]
paragraph: Then she stole back again—half walked, half crawled into her room, into her bed. [478, 133, 628, 153]
paragraph: "Not at all, though like you, I thought at first that that was possible," calmly continued Mr Stafford. "I looked at my feet, over the table, under the table, and into every drawer and cranny about the table. I did not find them. I tried the door; it was firmly closed. The window the same. I felt every pocket, all in vain. The jewels and the case were gone." [794, 405, 944, 482]
paragraph: "You mentioned he was not feeling well—what is the matter?" [478, 1016, 628, 1036]
paragraph: "Poor little thing! Well, she is safe with friends right now." [478, 977, 628, 997]
paragraph: More abject howling and protesting, and then the boy blubbered out— [794, 1608, 944, 1627]
chapter-subheading: "HE IS SLEEPING AT LAST." [183, 237, 300, 247]
paragraph: All this was dreadful to McSweeny, and yet it was so simply and naturally spoken that he could not for a moment doubt the truthfulness of either. With a great show of bluster and official severity he searched the whole of the little house, but of course found no trace of jewellery of any kind; instead, the page boy protested loudly that he had never seen his master with jewellery in his possession, and so could not possibly have stolen it. [952, 783, 1108, 880]
paragraph: A little perplexed look came into his bride's black eyes as he flung himself down thereon. [4, 920, 154, 940]
paragraph: McSweeny had asked for a difficult case, and now that he had got one he was eager to express himself highly elated at the apparently un-solvable mystery. He volubly promised the robbed gentleman not only that he would speedily lay the thief by the heels, but that, spirit or no spirit, he would recover the property as well. His inward resolve, of course, was that if he found himself making no progress with the case, he would shove the finishing of it on to me, while, if by some rare stroke of good luck he did succeed, the greater renown would attach to his efforts on account of the emphatic declarations. Full of these assurances, he accompanied Mr Stafford out to that gentleman's house at the South Side, and was taken up to the room in which the jewels had so magically disappeared. He got Mr Stafford to sit down in the exact spot and attitude he had occupied when the robbery took place. When this had been done, and every part of the room examined, McSweeny was more puzzled than ever. His senses told him that it was absolutely that the valuables could not have gone without hands, and yet he could not suggest even to himself how fingers could have got at them. There was not a crevice in the room—the house was a modern one, and therefore could not have any invisible stairs, doors, or passages in the walls; and even if there had existed, no ghost could not conceive it possible for anyone to enter the room and remove the jewels before the owner's eyes, and he sitting there while another thief was actually looking straight before him. However, he had promised great things, and by his confident looks and walks, and some hinted at gestures, and so all he could now do was to take refuge in a little boldness. In entering the house he had got his eye on the page-boy, who was in the act of stuffing something out of sight into one of his pockets. As McSweeny reached the boy's side a whiff of the page's breath seemed to be his suspicion, and seemed to point to the name of the burglar. [794, 793, 944, 1220]
paragraph: "Uncle!" [329, 1256, 357, 1266]
paragraph: "I understand—you mean that he is but a tame detective." [636, 719, 786, 738]
paragraph: "I will be found most cunning in my patience, that—Once then beat—most bloody!" Shakespeare. [162, 266, 312, 295]
paragraph: He closed a few moments in excited silence. Then he turned and swung out of the room. [320, 1605, 470, 1625]
paragraph: She then went over to the lounge and bent above the still figure thereon. [320, 65, 470, 85]
paragraph: "Jupiter!" [487, 540, 517, 550]
paragraph: In the bay-window was a wide lounge heaped with cushions. [4, 901, 154, 921]
paragraph: As he went quietly past he sent a sweeping glance around the room. It was deserted. But no! was not some one lying on the broad lounge in the window alcove? And was it not—yes, by George, it was his uncle. [320, 890, 470, 938]
paragraph: Her fat little hands fell helpless in her lap. [171, 1168, 301, 1178]
paragraph: As he approached the colonel's room, the hall parlour, half library, and general pleasant lounging room, which opened off his sleeping apartments, he noticed that the door stood ajar and within the light burned low. [320, 822, 470, 871]
paragraph: "James!" she whispered. [13, 1143, 89, 1153]
paragraph: "How? In the ill?" [171, 984, 228, 994]
paragraph: "It's all right, sur," whispered McSweeny with a significant wink; "you'll have them here for identification in an hour." [952, 172, 1108, 201]
to-be-continued: (To be Continued.) [687, 133, 744, 143]
paragraph: "Impossible. I must have heard it, and seen it. No; the jewels disappeared right under my nose, without a sound. I leave you to solve the mystery and recover the property." [794, 754, 944, 793]
paragraph: When at length the gas was lighted, and the latter would have removed the tool-box, she put out her hand detainingly. The movement was purely involuntary. The next instant she recollected herself. [4, 222, 154, 270]
story-author: BY JAMES McGOVAN, [666, 191, 765, 201]
paragraph: Her shaking hands—shaking now for the first time—crept up his sleeve, up his collar. Was it at far enough? Was there anything to arouse suspicion? Oh, the fire shone with its golden glow—a glow she could not tell! But she could feel. Yes—ah, yes, it was just as he had said. It had gone in—in. She would not be sure, though. [162, 382, 312, 451]
paragraph: Mrs Vernell searched, found the vial designated, procured a little medicine-glass, and brought both to her husband. [4, 804, 154, 833]
paragraph: No sooner had he vanished than the door leading into the adjoining room opened. [320, 1624, 470, 1644]
paragraph: He thrust her almost angrily away. Much brooding was sending every sensitive nerve of his into a state of dread. [4, 474, 154, 503]
short-rule [380, 1204, 410, 1205]
paragraph: "Oh, he is a thorough gentleman, of course," cautiously, and correctly regretful of a tiny stain on her sleeves: "but I do admit, I think that their good qualities principally from their grand mothers." [478, 1414, 628, 1462]
paragraph: "That I will, Mister Voyle!" [329, 754, 414, 764]
paragraph: Quite startled, Miss Dorothy dropped her Kensington "splasher." [162, 965, 312, 984]
paragraph: She reached up to the third shelf, took down a bottle of absinthe there secreted, poured a full goblet of the bitter, poisonous liqueur into her lips, took a few great gulps, replaced the exhilarating, insidious cordial, and went down stairs. [162, 722, 312, 781]
paragraph: "I'm so sorry you did, dear—so night of all nights, when he was feeling and looking wretched all day. Lettitia had quite a time this evening to get him to sleep." [478, 482, 628, 521]
paragraph: "Hum, mebbe?" hopefully suggested McSweeny. [794, 705, 944, 725]
paragraph: She replaced the wood from near the pot of calceolaria whence she had taken it. Now would like to be positive, though, that there was no bruise—drop of blood. Well, she would—a little later. [162, 518, 312, 567]
paragraph: "Yes, sur—as clear as day," answered McSweeny, with rather less confidence in his tones. [636, 1611, 786, 1641]
paragraph: "What will you give for a letter?" [487, 783, 590, 793]
paragraph: Could you not have got the protection of the police?" suggested McSweeny. [952, 1423, 1108, 1443]
paragraph: Ah, she must have something to make her herself again—to steady her nerves. [162, 674, 312, 693]
paragraph: "James!" a tone louder. [13, 1173, 85, 1183]
paragraph: There was a wavering glimmer from the dying fire, otherwise the room was pitch dark. [162, 1624, 312, 1644]
paragraph: No, no! not the faintest sign of a blow. Not a drop of blood. Not the tiniest blue bruise. [320, 104, 470, 123]
paragraph: "You did so scare me, sir. I was just a-going to yell! You didn't grab me a second too soon." [320, 608, 470, 628]
paragraph: "Ah, I know now that is," returned McSweeny with alacrity. "It's because a kind of ambient of mine puts his name to the books. Ye see, sir, I'm troubled with a kind of stiffness in my right hand, and write in bothersome to me, so I let him do it. His name's McGovan, and he gets all the praise and all the money for the books, which I wouldn't mind at all at all, if he didn't try to make me look as small as possible. If ye believe me, I can't do a decent job without him. For a story teller I'll back him against any man living." [636, 486, 786, 603]
paragraph: Right in the window embrasure! There one could see distinctly from the street with the gas lighted within. [4, 940, 154, 969]
paragraph: "You must be worn out. Except at meals, I don't believe you've sat down today." [162, 906, 312, 926]
story-title: VELLA VERNELL: [31, 46, 127, 81]
paragraph: But in the bold and singular assertion, an unwarrantable so novel, and there is a brief silence, our candle's acquiesce. [478, 1472, 628, 1501]
paragraph: "That's all right. Did you know your uncle's home, sir?" [320, 667, 470, 686]
paragraph: Having inspected Mr Stafford's study, and made nothing of the work, McSweeny had no difficulty in working himself into a fit of rage against the page. [794, 1268, 944, 1307]
